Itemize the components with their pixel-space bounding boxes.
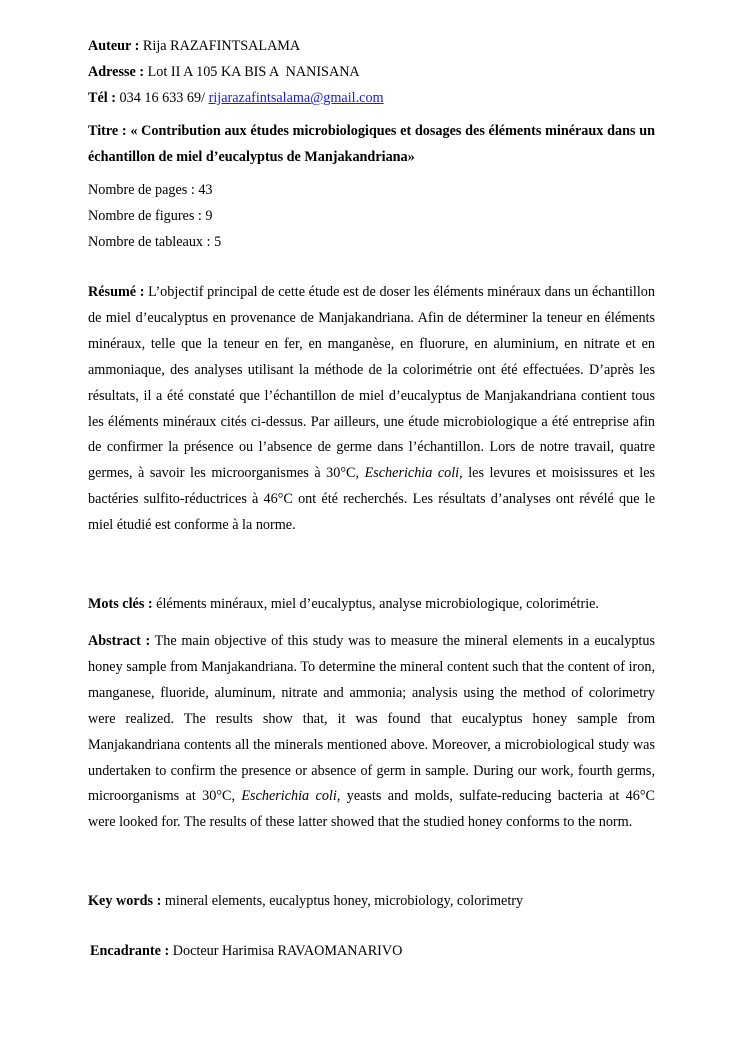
figure-count: Nombre de figures : 9 — [88, 208, 213, 224]
address-line — [88, 63, 360, 81]
title-label: Titre : — [88, 123, 127, 139]
abstract-text-1: The main objective of this study was to measure the mineral elements in a eucalyptus honey sample from Manjakandriana. To determine the mineral content such that the content of iron, manganese, fluoride, aluminum, nitrate and ammonia; analysis using the method of colorimetry were realized. The results show that, it was found that eucalyptus honey sample from Manjakandriana contents all the minerals mentioned above. Moreover, a microbiological study was undertaken to confirm the presence or absence of germ in sample. During our work, fourth germs, microorganisms at 30°C, — [88, 633, 655, 805]
supervisor-line — [90, 942, 402, 960]
phone-number: 034 16 633 69/ — [119, 90, 206, 106]
author-name: Rija RAZAFINTSALAMA — [142, 38, 301, 54]
phone-line — [88, 89, 384, 107]
key-words-label: Key words : — [88, 893, 162, 909]
abstract-text-2: , yeasts and molds, sulfate-reducing bacteria at 46°C were looked for. The results of these latter showed that the studied honey conforms to the norm. — [88, 788, 655, 831]
email-link[interactable]: rijarazafintsalama@gmail.com — [208, 90, 384, 106]
resume-text-2: , les levures et moisissures et les bactéries sulfito-réductrices à 46°C ont été recherchés. Les résultats d’analyses ont révélé que le miel étudié est conforme à la norme. — [88, 465, 656, 534]
page-count: Nombre de pages : 43 — [88, 182, 213, 198]
supervisor-label: Encadrante : — [90, 943, 170, 959]
table-count: Nombre de tableaux : 5 — [88, 234, 222, 250]
abstract-label: Abstract : — [88, 633, 151, 649]
abstract-species: Escherichia coli — [241, 788, 337, 805]
resume-label: Résumé : — [88, 284, 145, 300]
thesis-title — [88, 118, 655, 170]
supervisor-name: Docteur Harimisa RAVAOMANARIVO — [172, 943, 403, 959]
address-value: Lot II A 105 KA BIS A NANISANA — [147, 64, 360, 80]
mots-cles-value: éléments minéraux, miel d’eucalyptus, analyse microbiologique, colorimétrie. — [156, 596, 599, 612]
resume-paragraph — [88, 280, 655, 539]
title-text: « Contribution aux études microbiologiques et dosages des éléments minéraux dans un échantillon de miel d’eucalyptus de Manjakandriana» — [88, 123, 656, 165]
resume-species: Escherichia coli — [364, 465, 460, 482]
mots-cles-label: Mots clés : — [88, 596, 153, 612]
resume-text-1: L’objectif principal de cette étude est de doser les éléments minéraux dans un échantillon de miel d’eucalyptus en provenance de Manjakandriana. Afin de déterminer la teneur en éléments minéraux, telle que la teneur en fer, en manganèse, en fluorure, en aluminium, en nitrate et en ammoniaque, des analyses utilisant la méthode de la colorimétrie ont été effectuées. D’après les résultats, il a été constaté que l’échantillon de miel d’eucalyptus de Manjakandriana contient tous les éléments minéraux cités ci-dessus. Par ailleurs, une étude microbiologique a été entreprise afin de confirmer la présence ou l’absence de germe dans l’échantillon. Lors de notre travail, quatre germes, à savoir les microorganismes à 30°C, — [88, 284, 655, 482]
author-label: Auteur : — [88, 38, 140, 54]
key-words-line — [88, 892, 523, 910]
phone-label: Tél : — [88, 90, 116, 106]
key-words-value: mineral elements, eucalyptus honey, microbiology, colorimetry — [164, 893, 524, 909]
author-line — [88, 37, 300, 55]
mots-cles-line — [88, 595, 599, 613]
address-label: Adresse : — [88, 64, 145, 80]
abstract-paragraph — [88, 629, 655, 836]
